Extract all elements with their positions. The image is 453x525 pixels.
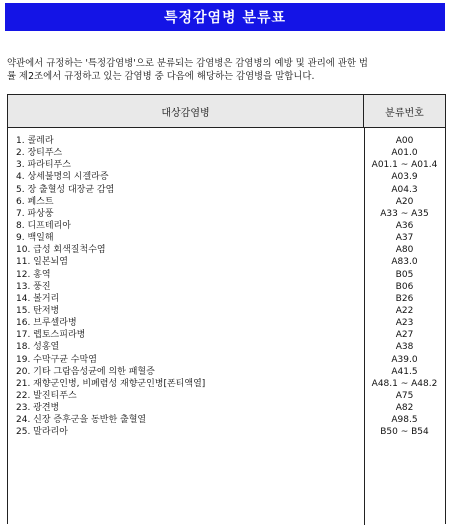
classification-code: B50 ~ B54 bbox=[380, 427, 429, 438]
classification-code: A82 bbox=[395, 403, 414, 414]
table-row bbox=[8, 293, 445, 305]
classification-code: A23 bbox=[395, 318, 414, 329]
classification-code: A04.3 bbox=[391, 184, 418, 195]
disease-classification-table bbox=[7, 94, 446, 524]
header-disease: 대상감염병 bbox=[8, 95, 364, 127]
table-row bbox=[8, 402, 445, 414]
classification-code: A80 bbox=[395, 245, 414, 256]
disease-name: 12. 홍역 bbox=[16, 269, 51, 280]
table-body bbox=[8, 135, 445, 439]
disease-name: 16. 브루셀라병 bbox=[16, 318, 77, 329]
disease-name: 24. 신장 증후군을 동반한 출혈열 bbox=[16, 415, 147, 426]
table-row bbox=[8, 171, 445, 183]
table-row bbox=[8, 366, 445, 378]
classification-code: A03.9 bbox=[391, 172, 418, 183]
classification-code: A48.1 ~ A48.2 bbox=[371, 378, 438, 389]
table-row bbox=[8, 414, 445, 426]
classification-code: A22 bbox=[395, 305, 414, 316]
classification-code: B06 bbox=[395, 281, 414, 292]
disease-name: 7. 파상풍 bbox=[16, 208, 54, 219]
disease-name: 19. 수막구균 수막염 bbox=[16, 354, 97, 365]
disease-name: 25. 말라리아 bbox=[16, 427, 68, 438]
disease-name: 20. 기타 그람음성균에 의한 패혈증 bbox=[16, 366, 155, 377]
classification-code: A75 bbox=[395, 390, 414, 401]
disease-name: 3. 파라티푸스 bbox=[16, 160, 71, 171]
table-row bbox=[8, 232, 445, 244]
table-row bbox=[8, 317, 445, 329]
disease-name: 21. 재향군인병, 비폐렴성 재향군인병[폰티액열] bbox=[16, 378, 206, 389]
table-row bbox=[8, 341, 445, 353]
classification-code: A27 bbox=[395, 330, 414, 341]
disease-name: 9. 백일해 bbox=[16, 233, 54, 244]
table-row bbox=[8, 208, 445, 220]
table-row bbox=[8, 244, 445, 256]
table-row bbox=[8, 281, 445, 293]
intro-paragraph bbox=[7, 57, 449, 83]
classification-code: A83.0 bbox=[391, 257, 418, 268]
classification-code: A01.1 ~ A01.4 bbox=[371, 160, 438, 171]
classification-code: A33 ~ A35 bbox=[380, 208, 429, 219]
table-row bbox=[8, 256, 445, 268]
disease-name: 2. 장티푸스 bbox=[16, 148, 63, 159]
table-row bbox=[8, 354, 445, 366]
table-row bbox=[8, 390, 445, 402]
disease-name: 5. 장 출혈성 대장균 감염 bbox=[16, 184, 115, 195]
disease-name: 14. 볼거리 bbox=[16, 293, 60, 304]
disease-name: 4. 상세불명의 시겔라증 bbox=[16, 172, 109, 183]
classification-code: A37 bbox=[395, 233, 414, 244]
classification-code: B05 bbox=[395, 269, 414, 280]
disease-name: 11. 일본뇌염 bbox=[16, 257, 68, 268]
page-title: 특정감염병 분류표 bbox=[163, 10, 287, 26]
table-row bbox=[8, 147, 445, 159]
disease-name: 15. 탄저병 bbox=[16, 305, 60, 316]
title-banner bbox=[5, 3, 445, 31]
classification-code: A01.0 bbox=[391, 148, 418, 159]
classification-code: A39.0 bbox=[391, 354, 418, 365]
table-row bbox=[8, 378, 445, 390]
disease-name: 10. 급성 회색질척수염 bbox=[16, 245, 106, 256]
intro-line: 률 제2조에서 규정하고 있는 감염병 중 다음에 해당하는 감염병을 말합니다. bbox=[7, 71, 315, 82]
table-row bbox=[8, 426, 445, 438]
classification-code: A00 bbox=[395, 136, 414, 146]
table-row bbox=[8, 220, 445, 232]
classification-code: A41.5 bbox=[391, 366, 418, 377]
disease-name: 13. 풍진 bbox=[16, 281, 51, 292]
table-row bbox=[8, 184, 445, 196]
disease-name: 17. 렙토스피라병 bbox=[16, 330, 86, 341]
classification-code: A98.5 bbox=[391, 415, 418, 426]
intro-line: 약관에서 규정하는 '특정감염병'으로 분류되는 감염병은 감염병의 예방 및 관리에 관한 법 bbox=[7, 58, 368, 69]
table-header bbox=[8, 95, 445, 128]
disease-name: 22. 발진티푸스 bbox=[16, 390, 77, 401]
disease-name: 1. 콜레라 bbox=[16, 136, 54, 146]
disease-name: 6. 페스트 bbox=[16, 196, 54, 207]
header-code: 분류번호 bbox=[385, 107, 424, 119]
classification-code: A20 bbox=[395, 196, 414, 207]
classification-code: B26 bbox=[395, 293, 414, 304]
table-row bbox=[8, 196, 445, 208]
table-row bbox=[8, 135, 445, 147]
table-row bbox=[8, 329, 445, 341]
classification-code: A38 bbox=[395, 342, 414, 353]
table-row bbox=[8, 305, 445, 317]
disease-name: 18. 성홍열 bbox=[16, 342, 60, 353]
disease-name: 8. 디프테리아 bbox=[16, 220, 71, 231]
table-row bbox=[8, 159, 445, 171]
disease-name: 23. 광견병 bbox=[16, 403, 60, 414]
classification-code: A36 bbox=[395, 220, 414, 231]
table-row bbox=[8, 269, 445, 281]
